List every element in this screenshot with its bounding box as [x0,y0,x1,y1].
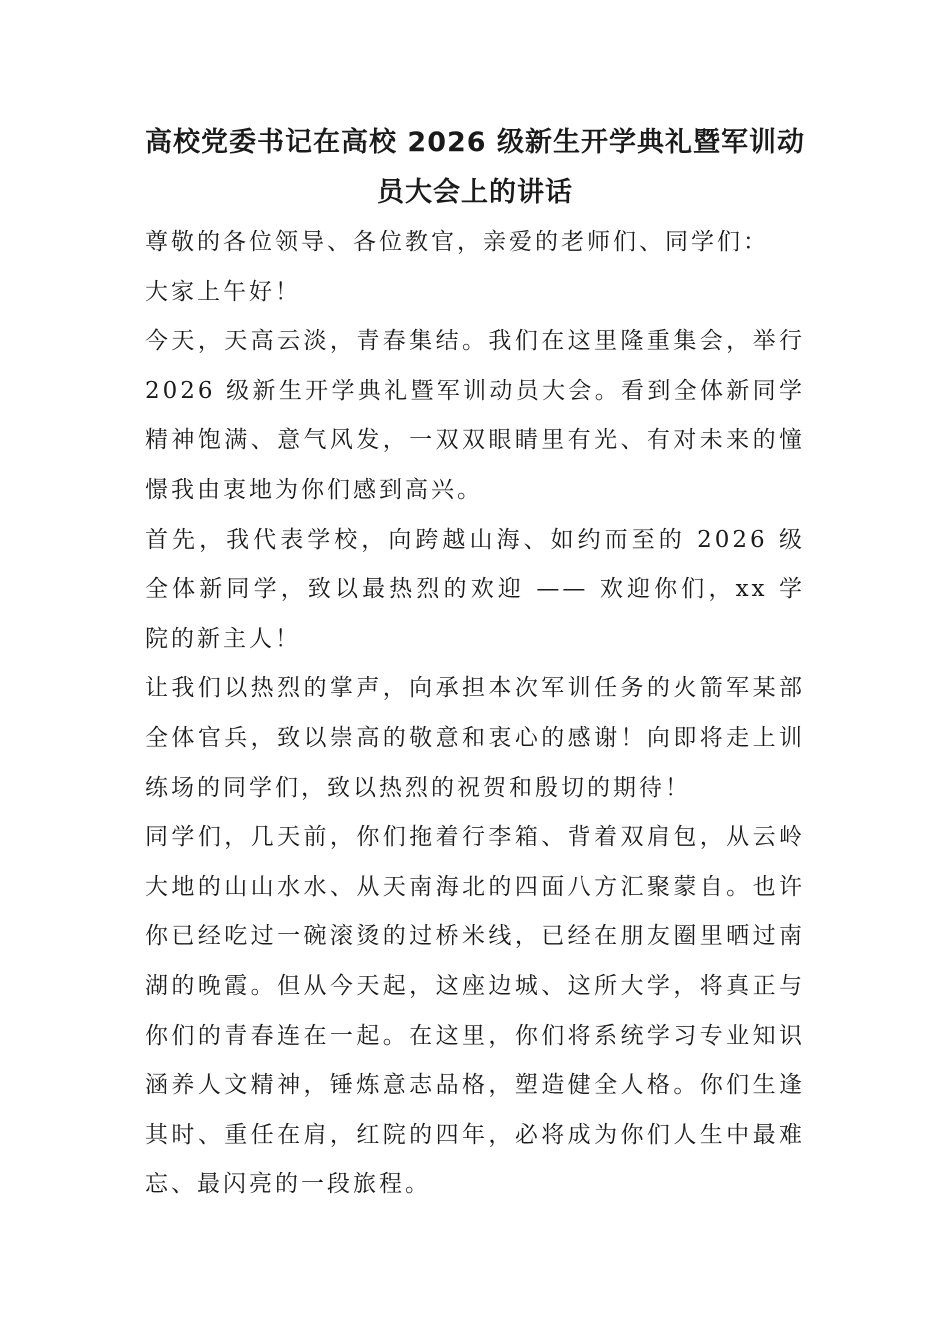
salutation-paragraph: 尊敬的各位领导、各位教官，亲爱的老师们、同学们： [145,229,769,255]
welcome-paragraph: 首先，我代表学校，向跨越山海、如约而至的 2026 级全体新同学，致以最热烈的欢迎 —— 欢迎你们，xx 学院的新主人！ [145,526,805,652]
thanks-paragraph: 让我们以热烈的掌声，向承担本次军训任务的火箭军某部全体官兵，致以崇高的敬意和衷心的感谢！向即将走上训练场的同学们，致以热烈的祝贺和殷切的期待！ [145,675,805,801]
document-title [145,118,805,218]
document-body [145,218,805,1210]
title-line-1: 高校党委书记在高校 2026 级新生开学典礼暨军训动 [145,127,805,158]
title-line-2: 员大会上的讲话 [377,177,573,208]
document-page [145,118,805,1210]
opening-paragraph: 今天，天高云淡，青春集结。我们在这里隆重集会，举行 2026 级新生开学典礼暨军训动员大会。看到全体新同学精神饱满、意气风发，一双双眼睛里有光、有对未来的憧憬我由衷地为你们感到高兴。 [145,328,805,503]
greeting-paragraph: 大家上午好！ [145,278,301,305]
students-paragraph: 同学们，几天前，你们拖着行李箱、背着双肩包，从云岭大地的山山水水、从天南海北的四面八方汇聚蒙自。也许你已经吃过一碗滚烫的过桥米线，已经在朋友圈里晒过南湖的晚霞。但从今天起，这座边城、这所大学，将真正与你们的青春连在一起。在这里，你们将系统学习专业知识涵养人文精神，锤炼意志品格，塑造健全人格。你们生逢其时、重任在肩，红院的四年，必将成为你们人生中最难忘、最闪亮的一段旅程。 [145,824,805,1198]
